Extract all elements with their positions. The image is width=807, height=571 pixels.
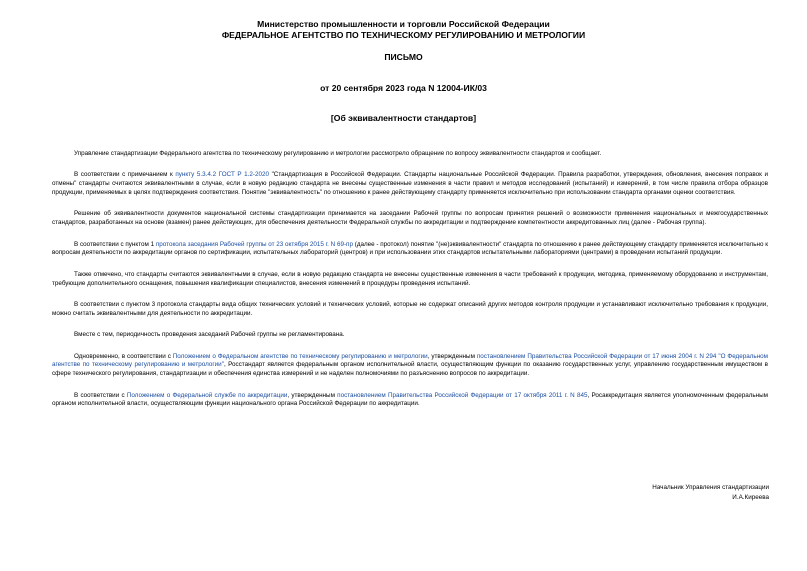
protocol-link[interactable]: протокола заседания Рабочей группы от 23 октября 2015 г. N 69-пр	[155, 240, 353, 248]
accreditation-regulation-link[interactable]: Положением о Федеральной службе по аккредитации	[126, 391, 288, 399]
decree-845-link[interactable]: постановлением Правительства Российской Федерации от 17 октября 2011 г. N 845	[337, 391, 588, 399]
ministry-title: Министерство промышленности и торговли Российской Федерации ФЕДЕРАЛЬНОЕ АГЕНТСТВО ПО ТЕХНИЧЕСКОМУ РЕГУЛИРОВАНИЮ И МЕТРОЛОГИИ	[0, 19, 807, 41]
document-body	[52, 150, 768, 422]
paragraph-2: В соответствии с примечанием к пункту 5.3.4.2 ГОСТ Р 1.2-2020 "Стандартизация в Российской Федерации. Стандарты национальные Российской Федерации. Правила разработки, утверждения, обновления, внесения поправок и отмены" стандарты считаются эквивалентными в случае, если в новую редакцию стандарта не внесены существенные изменения в части правил и методов исследований (испытаний) и измерений, в том числе правила отбора образцов продукции, применяемых в целях подтверждения соответствия. Понятие "эквивалентность" по отношению к ранее действующему стандарту применяется исключительно при использовании стандарта органами оценки соответствия.	[52, 171, 768, 196]
agency-title: ФЕДЕРАЛЬНОЕ АГЕНТСТВО ПО ТЕХНИЧЕСКОМУ РЕГУЛИРОВАНИЮ И МЕТРОЛОГИИ	[221, 30, 586, 40]
paragraph-1: Управление стандартизации Федерального агентства по техническому регулированию и метрологии рассмотрело обращение по вопросу эквивалентности стандартов и сообщает.	[74, 150, 602, 157]
paragraph-6: В соответствии с пунктом 3 протокола стандарты вида общих технических условий и технических условий, которые не содержат описаний других методов контроля продукции и устанавливают исключительно требования к продукции, можно считать эквивалентными для деятельности по аккредитации.	[52, 300, 768, 317]
agency-regulation-link[interactable]: Положением о Федеральном агентстве по техническому регулированию и метрологии	[172, 352, 428, 360]
paragraph-7: Вместе с тем, периодичность проведения заседаний Рабочей группы не регламентирована.	[74, 331, 345, 339]
signatory-position: Начальник Управления стандартизации	[652, 484, 769, 491]
paragraph-9: В соответствии с Положением о Федеральной службе по аккредитации, утвержденным постановлением Правительства Российской Федерации от 17 октября 2011 г. N 845, Росаккредитация является уполномоченным федеральным органом исполнительной власти, осуществляющим функции национального органа Российской Федерации по аккредитации.	[52, 391, 768, 408]
decree-294-link[interactable]: постановлением Правительства Российской Федерации от 17 июня 2004 г. N 294	[476, 352, 717, 360]
paragraph-8: Одновременно, в соответствии с Положением о Федеральном агентстве по техническому регулированию и метрологии, утвержденным постановлением Правительства Российской Федерации от 17 июня 2004 г. N 294 "О Федеральном агентстве по техническому регулированию и метрологии", Росстандарт является федеральным органом исполнительной власти, осуществляющим функции по оказанию государственных услуг, управлению государственным имуществом в сфере технического регулирования, стандартизации и обеспечения единства измерений и не наделен полномочиями по разъяснению вопросов по аккредитации.	[52, 352, 769, 378]
decree-294-title-link[interactable]: "О Федеральном агентстве по техническому регулированию и метрологии"	[52, 352, 769, 369]
document-date-number: от 20 сентября 2023 года N 12004-ИК/03	[320, 83, 487, 93]
paragraph-3: Решение об эквивалентности документов национальной системы стандартизации принимается на заседании Рабочей группы по вопросам принятия решений о возможности применения национальных и межгосударственных стандартов, разработанных на основе (взамен) ранее действующих, для обеспечения деятельности Федеральной службы по аккредитации и подтверждение компетентности аккредитованных лиц (далее - Рабочая группа).	[52, 210, 768, 227]
signature-block	[652, 483, 769, 503]
gost-link[interactable]: пункту 5.3.4.2 ГОСТ Р 1.2-2020	[175, 171, 270, 179]
paragraph-5: Также отмечено, что стандарты считаются эквивалентными в случае, если в новую редакцию стандарта не внесены существенные изменения в части требований к продукции, методика, применяемому оборудованию и инструментам, требующие дополнительного оснащения, повышения квалификации специалистов, внесения изменений в процедуры проведения испытаний.	[52, 270, 768, 287]
signatory-name: И.А.Киреева	[732, 494, 769, 501]
document-type: ПИСЬМО	[384, 52, 423, 62]
document-subject: [Об эквивалентности стандартов]	[330, 113, 477, 123]
paragraph-4: В соответствии с пунктом 1 протокола заседания Рабочей группы от 23 октября 2015 г. N 69-пр (далее - протокол) понятие "(не)эквивалентности" стандарта по отношению к ранее действующему стандарту применяется исключительно к вопросам деятельности по аккредитации органов по сертификации, испытательных лабораторий (центров) и при использовании этих стандартов испытательными лабораториями (центрами) в проведении испытаний продукции.	[52, 240, 768, 257]
